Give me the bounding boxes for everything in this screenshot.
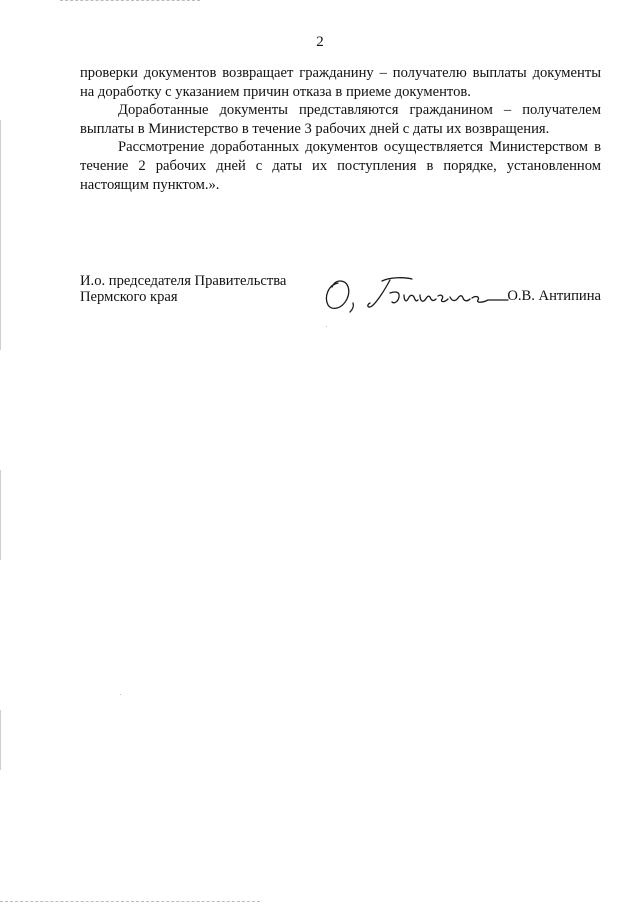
scan-edge-top [60, 0, 200, 3]
position-line: И.о. председателя Правительства [80, 273, 287, 289]
document-body [80, 64, 601, 194]
scan-speck [120, 694, 121, 695]
scan-speck [326, 326, 327, 327]
handwritten-signature [320, 273, 510, 315]
paragraph: проверки документов возвращает гражданину – получателю выплаты документы на доработку с указанием причин отказа в приеме документов. [80, 65, 601, 100]
signature-block [80, 273, 601, 323]
signatory-position [80, 273, 320, 305]
position-line: Пермского края [80, 289, 178, 305]
paragraph: Доработанные документы представляются гражданином – получателем выплаты в Министерство в течение 3 рабочих дней с даты их возвращения. [80, 102, 601, 137]
signer-name: О.В. Антипина [507, 288, 601, 304]
paragraph: Рассмотрение доработанных документов осуществляется Министерством в течение 2 рабочих дней с даты их поступления в порядке, установленном настоящим пунктом.». [80, 139, 601, 193]
scan-margin-line [0, 710, 1, 770]
scan-margin-line [0, 120, 1, 350]
scan-margin-line [0, 470, 1, 560]
page-number: 2 [316, 34, 324, 50]
scan-edge-bottom [0, 901, 260, 903]
